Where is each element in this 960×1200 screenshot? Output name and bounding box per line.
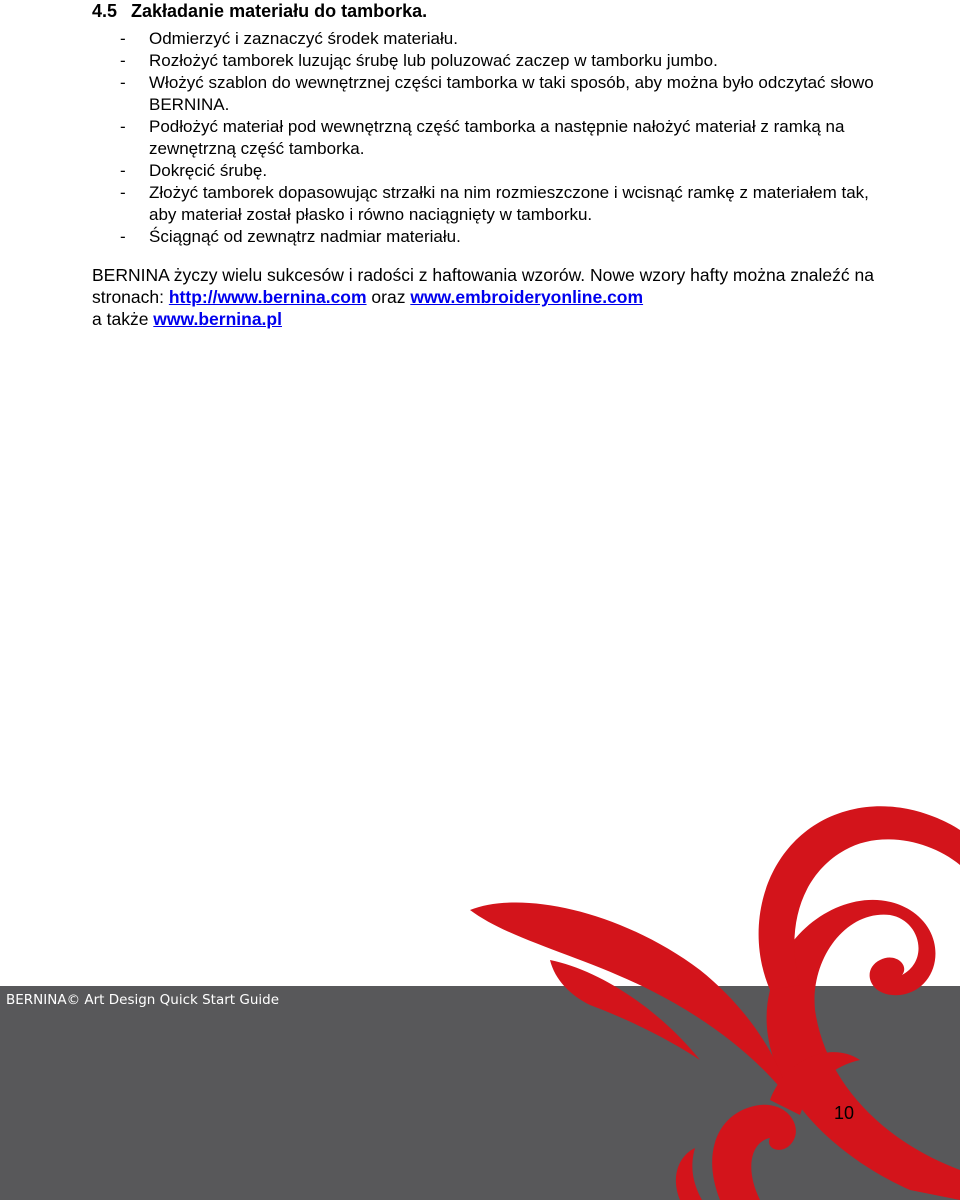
page-content bbox=[92, 0, 892, 348]
step-text: Odmierzyć i zaznaczyć środek materiału. bbox=[149, 29, 458, 48]
bernina-pl-link[interactable]: www.bernina.pl bbox=[153, 309, 282, 329]
step-text: Dokręcić śrubę. bbox=[149, 161, 268, 180]
section-number: 4.5 bbox=[92, 1, 118, 21]
bullet-dash: - bbox=[120, 183, 126, 202]
step-text: Złożyć tamborek dopasowując strzałki na nim rozmieszczone i wcisnąć ramkę z materiałem tak, aby materiał został płasko i równo naciągnięty w tamborku. bbox=[149, 183, 869, 224]
page-number: 10 bbox=[834, 1103, 855, 1123]
step-text: Włożyć szablon do wewnętrznej części tamborka w taki sposób, aby można było odczytać słowo BERNINA. bbox=[149, 73, 874, 114]
closing-text: BERNINA życzy wielu sukcesów i radości z haftowania wzorów. Nowe wzory hafty można znaleźć na stronach: bbox=[92, 265, 874, 307]
list-item bbox=[92, 116, 892, 160]
closing-also: a także bbox=[92, 309, 154, 329]
bullet-dash: - bbox=[120, 29, 126, 48]
bernina-com-link[interactable]: http://www.bernina.com bbox=[168, 287, 367, 307]
step-text: Ściągnąć od zewnątrz nadmiar materiału. bbox=[149, 227, 461, 246]
bullet-dash: - bbox=[120, 51, 126, 70]
list-item bbox=[92, 182, 892, 226]
closing-between: oraz bbox=[366, 287, 411, 307]
footer-title: BERNINA© Art Design Quick Start Guide bbox=[6, 992, 280, 1008]
step-text: Rozłożyć tamborek luzując śrubę lub poluzować zaczep w tamborku jumbo. bbox=[149, 51, 718, 70]
list-item bbox=[92, 226, 892, 248]
embroideryonline-link[interactable]: www.embroideryonline.com bbox=[410, 287, 644, 307]
list-item bbox=[92, 72, 892, 116]
bullet-dash: - bbox=[120, 161, 126, 180]
list-item bbox=[92, 50, 892, 72]
closing-paragraph bbox=[92, 264, 892, 330]
step-text: Podłożyć materiał pod wewnętrzną część tamborka a następnie nałożyć materiał z ramką na zewnętrzną część tamborka. bbox=[149, 117, 845, 158]
embroidery-swirl-icon bbox=[440, 770, 960, 1200]
steps-list bbox=[92, 28, 892, 248]
bullet-dash: - bbox=[120, 117, 126, 136]
list-item bbox=[92, 160, 892, 182]
bullet-dash: - bbox=[120, 73, 126, 92]
section-heading bbox=[92, 0, 892, 22]
bullet-dash: - bbox=[120, 227, 126, 246]
list-item bbox=[92, 28, 892, 50]
section-title: Zakładanie materiału do tamborka. bbox=[131, 1, 428, 21]
